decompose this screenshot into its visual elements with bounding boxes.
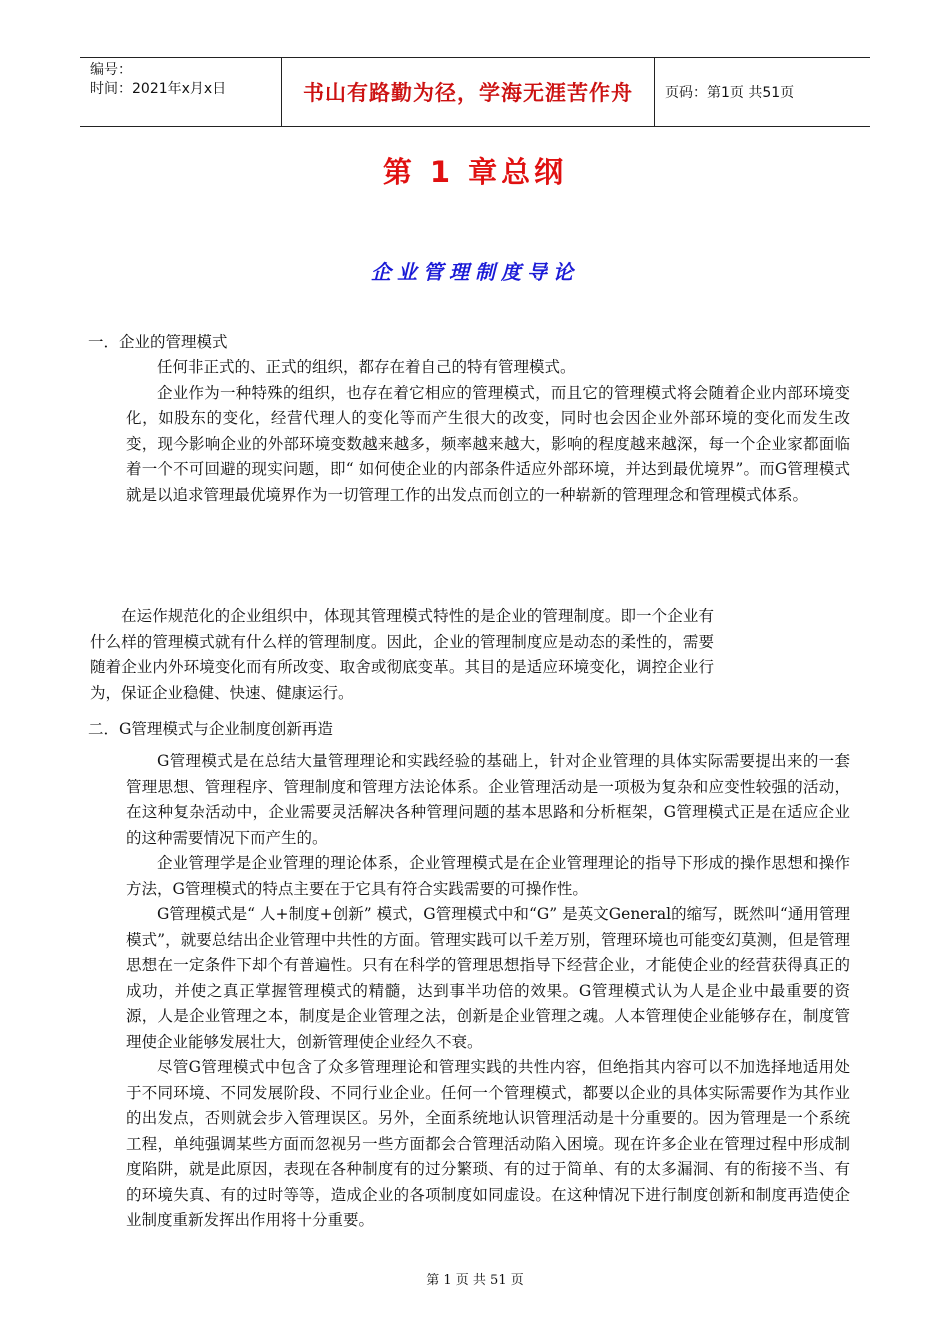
paragraph: 尽管G管理模式中包含了众多管理理论和管理实践的共性内容，但绝指其内容可以不加选择地适用处于不同环境、不同发展阶段、不同行业企业。任何一个管理模式，都要以企业的具体实际需要作为其作业的出发点，否则就会步入管理误区。另外，全面系统地认识管理活动是十分重要的。因为管理是一个系统工程，单纯强调某些方面而忽视另一些方面都会合管理活动陷入困境。现在许多企业在管理过程中形成制度陷阱，就是此原因，表现在各种制度有的过分繁琐、有的过于简单、有的太多漏洞、有的衔接不当、有的环境失真、有的过时等等，造成企业的各项制度如同虚设。在这种情况下进行制度创新和制度再造使企业制度重新发挥出作用将十分重要。 [126, 1058, 850, 1229]
body-block-1 [126, 355, 850, 508]
header-page-label: 页码：第1页 共51页 [665, 85, 795, 101]
paragraph: 企业管理学是企业管理的理论体系，企业管理模式是在企业管理理论的指导下形成的操作思想和操作方法，G管理模式的特点主要在于它具有符合实践需要的可操作性。 [126, 854, 850, 898]
paragraph: 任何非正式的、正式的组织，都存在着自己的特有管理模式。 [157, 358, 576, 376]
document-header [80, 57, 870, 127]
page-footer: 第 1 页 共 51 页 [426, 1273, 524, 1288]
paragraph: 企业作为一种特殊的组织，也存在着它相应的管理模式，而且它的管理模式将会随着企业内部环境变化，如股东的变化，经营代理人的变化等而产生很大的改变，同时也会因企业外部环境的变化而发生改变，现今影响企业的外部环境变数越来越多，频率越来越大，影响的程度越来越深，每一个企业家都面临着一个不可回避的现实问题，即“ 如何使企业的内部条件适应外部环境，并达到最优境界”。而G管理模式就是以追求管理最优境界作为一切管理工作的出发点而创立的一种崭新的管理理念和管理模式体系。 [126, 383, 850, 504]
heading-management-mode: 一．企业的管理模式 [88, 333, 228, 351]
header-motto: 书山有路勤为径，学海无涯苦作舟 [281, 58, 655, 126]
paragraph: G管理模式是“ 人+制度+创新” 模式，G管理模式中和“G” 是英文General的缩写，既然叫“通用管理模式”，就要总结出企业管理中共性的方面。管理实践可以千差万别，管理环境也可能变幻莫测，但是管理思想在一定条件下却个有普遍性。只有在科学的管理思想指导下经营企业，才能使企业的经营获得真正的成功，并使之真正掌握管理模式的精髓，达到事半功倍的效果。G管理模式认为人是企业中最重要的资源，人是企业管理之本，制度是企业管理之法，创新是企业管理之魂。人本管理使企业能够存在，制度管理使企业能够发展壮大，创新管理使企业经久不衰。 [126, 905, 850, 1051]
header-meta [80, 58, 281, 126]
serial-label: 编号： [90, 62, 132, 78]
time-label: 时间：2021年x月x日 [90, 81, 227, 97]
section-title: 企业管理制度导论 [371, 260, 579, 284]
body-block-3 [126, 749, 850, 1234]
paragraph: G管理模式是在总结大量管理理论和实践经验的基础上，针对企业管理的具体实际需要提出来的一套管理思想、管理程序、管理制度和管理方法论体系。企业管理活动是一项极为复杂和应变性较强的活动，在这种复杂活动中，企业需要灵活解决各种管理问题的基本思路和分析框架，G管理模式正是在适应企业的这种需要情况下而产生的。 [126, 752, 850, 847]
paragraph: 在运作规范化的企业组织中，体现其管理模式特性的是企业的管理制度。即一个企业有什么样的管理模式就有什么样的管理制度。因此，企业的管理制度应是动态的柔性的，需要随着企业内外环境变化而有所改变、取舍或彻底变革。其目的是适应环境变化，调控企业行为，保证企业稳健、快速、健康运行。 [90, 607, 714, 702]
body-block-2 [90, 604, 714, 706]
chapter-title: 第 1 章总纲 [382, 155, 568, 189]
heading-g-management: 二．G管理模式与企业制度创新再造 [88, 720, 333, 738]
